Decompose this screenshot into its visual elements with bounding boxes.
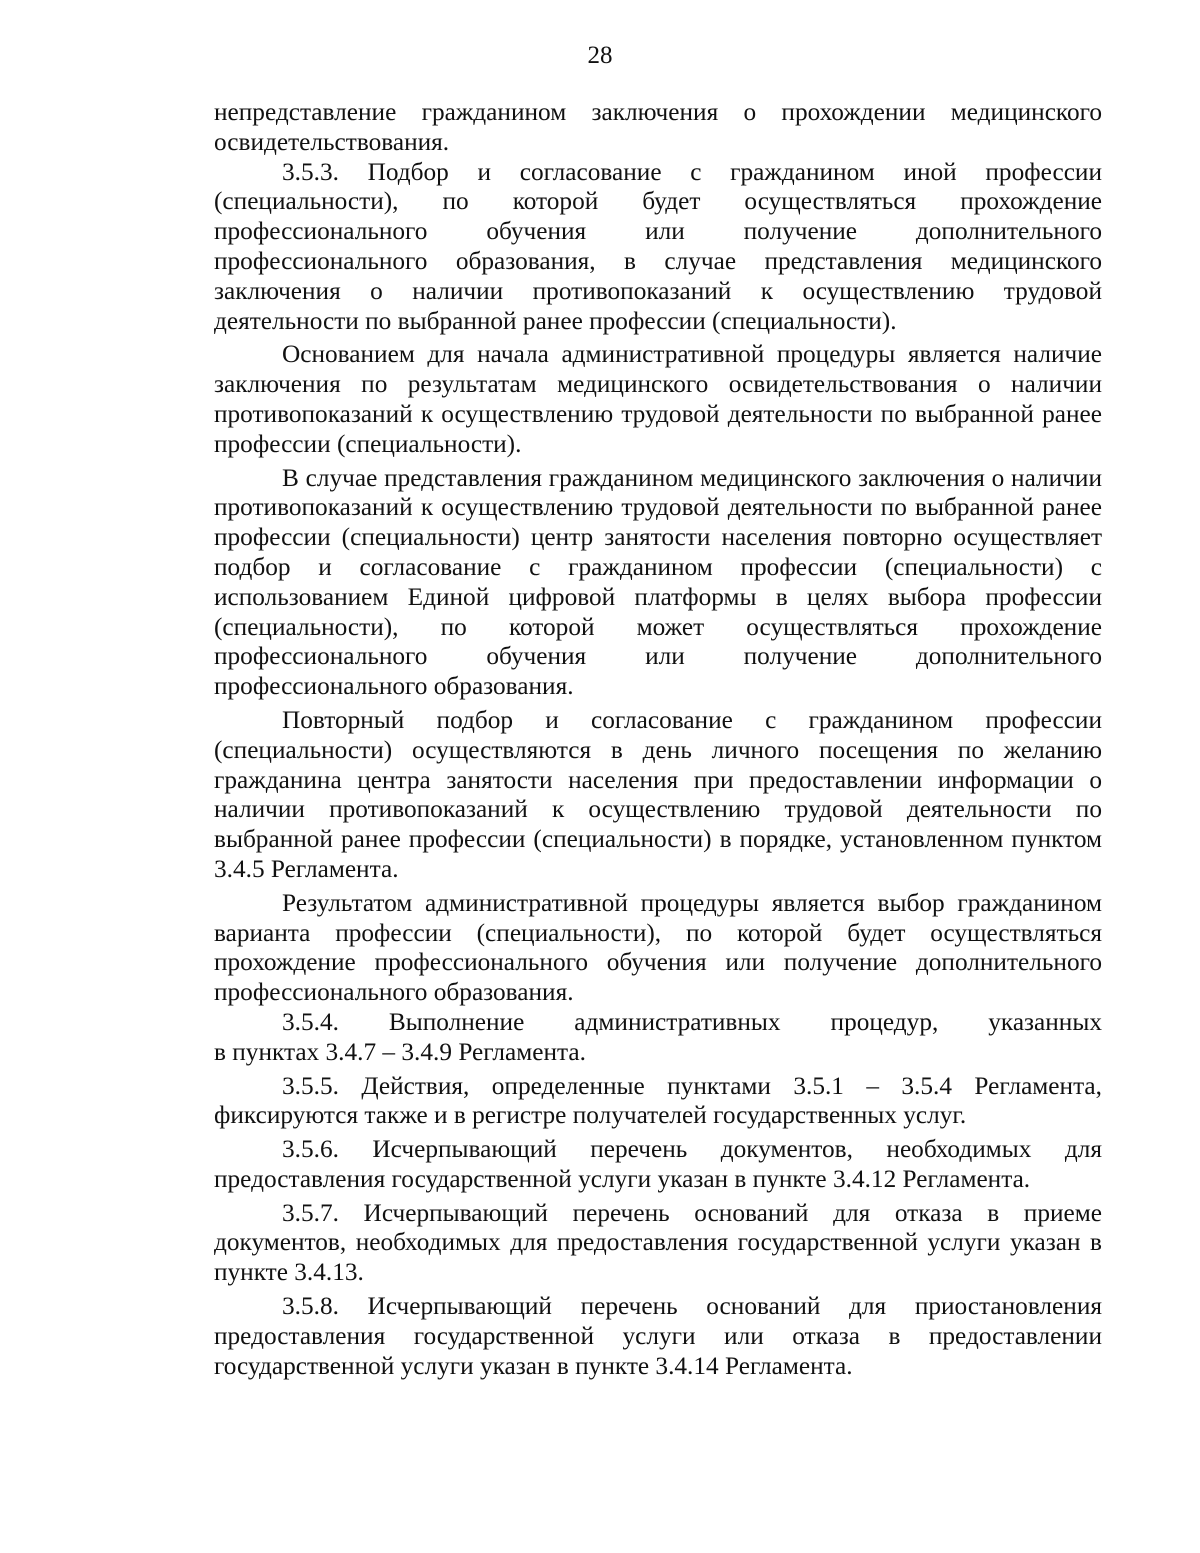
page-number: 28: [587, 42, 613, 69]
paragraph-3-5-7: 3.5.7. Исчерпывающий перечень оснований для отказа в приеме документов, необходимых для предоставления государственной услуги указан в пункте 3.4.13.: [214, 1198, 1102, 1287]
paragraph-result: Результатом административной процедуры является выбор гражданином варианта профессии (специальности), по которой будет осуществляться прохождение профессионального обучения или получение дополнительного профессионального образования.: [214, 888, 1102, 1007]
paragraph-3-5-6: 3.5.6. Исчерпывающий перечень документов, необходимых для предоставления государственной услуги указан в пункте 3.4.12 Регламента.: [214, 1135, 1102, 1193]
paragraph-3-5-4-line-2: в пунктах 3.4.7 – 3.4.9 Регламента.: [214, 1037, 586, 1066]
paragraph-3-5-4-line-1: 3.5.4. Выполнение административных процедур, указанных: [282, 1007, 1102, 1036]
paragraph-contraindications: В случае представления гражданином медицинского заключения о наличии противопоказаний к осуществлению трудовой деятельности по выбранной ранее профессии (специальности) центр занятости населения повторно осуществляет подбор и согласование с гражданином профессии (специальности) с использованием Единой цифровой платформы в целях выбора профессии (специальности), по которой может осуществляться прохождение профессионального обучения или получение дополнительного профессионального образования.: [214, 463, 1102, 701]
paragraph-3-5-8: 3.5.8. Исчерпывающий перечень оснований для приостановления предоставления государственной услуги или отказа в предоставлении государственной услуги указан в пункте 3.4.14 Регламента.: [214, 1292, 1102, 1380]
paragraph-3-5-4: [214, 1008, 1102, 1038]
paragraph-continuation: непредставление гражданином заключения о прохождении медицинского освидетельствования.: [214, 98, 1102, 156]
paragraph-3-5-3: 3.5.3. Подбор и согласование с гражданином иной профессии (специальности), по которой будет осуществляться прохождение профессионального обучения или получение дополнительного профессионального образования, в случае представления медицинского заключения о наличии противопоказаний к осуществлению трудовой деятельности по выбранной ранее профессии (специальности).: [214, 157, 1102, 335]
paragraph-3-5-5: 3.5.5. Действия, определенные пунктами 3.5.1 – 3.5.4 Регламента, фиксируются также и в регистре получателей государственных услуг.: [214, 1071, 1102, 1130]
paragraph-basis: Основанием для начала административной процедуры является наличие заключения по результатам медицинского освидетельствования о наличии противопоказаний к осуществлению трудовой деятельности по выбранной ранее профессии (специальности).: [214, 340, 1102, 458]
document-body: [214, 98, 1102, 1381]
paragraph-repeat-selection: Повторный подбор и согласование с гражданином профессии (специальности) осуществляются в день личного посещения по желанию гражданина центра занятости населения при предоставлении информации о наличии противопоказаний к осуществлению трудовой деятельности по выбранной ранее профессии (специальности) в порядке, установленном пунктом 3.4.5 Регламента.: [214, 705, 1102, 883]
